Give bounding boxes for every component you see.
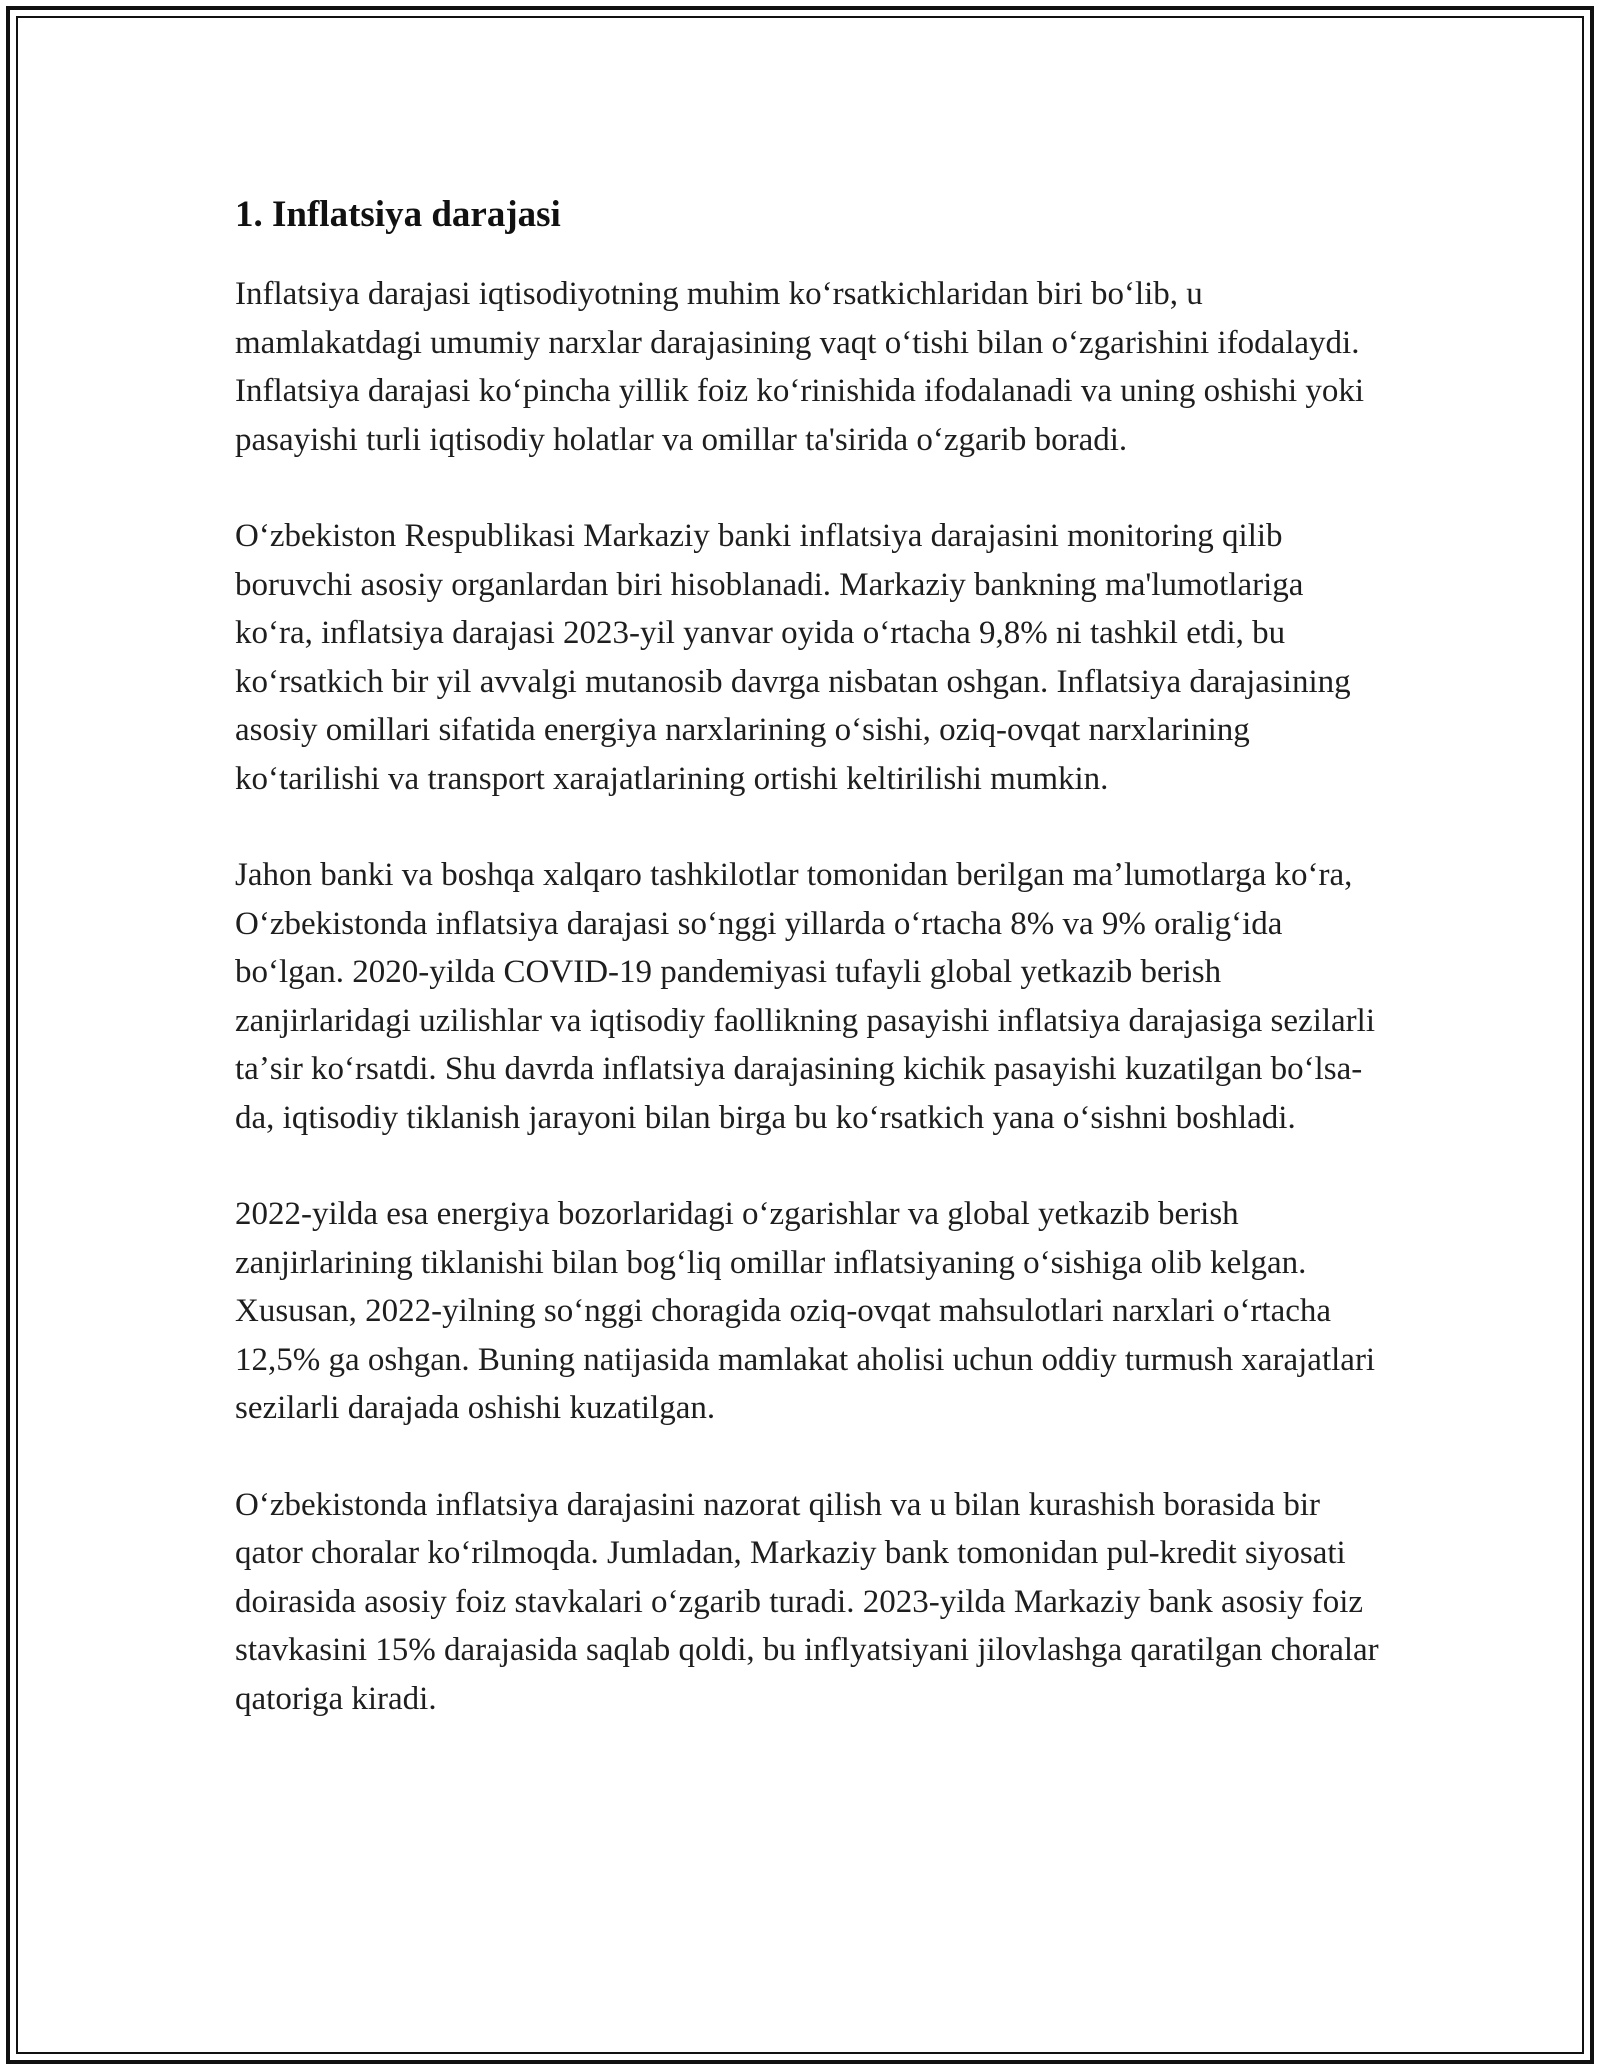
paragraph-1: Inflatsiya darajasi iqtisodiyotning muhim koʻrsatkichlaridan biri boʻlib, u mamlakatdagi umumiy narxlar darajasining vaqt oʻtishi bilan oʻzgarishini ifodalaydi. Inflatsiya darajasi koʻpincha yillik foiz koʻrinishida ifodalanadi va uning oshishi yoki pasayishi turli iqtisodiy holatlar va omillar ta'sirida oʻzgarib boradi. [235, 276, 1365, 458]
paragraph-5: Oʻzbekistonda inflatsiya darajasini nazorat qilish va u bilan kurashish borasida bir qator choralar koʻrilmoqda. Jumladan, Markaziy bank tomonidan pul-kredit siyosati doirasida asosiy foiz stavkalari oʻzgarib turadi. 2023-yilda Markaziy bank asosiy foiz stavkasini 15% darajasida saqlab qoldi, bu inflyatsiyani jilovlashga qaratilgan choralar qatoriga kiradi. [235, 1486, 1379, 1717]
section-heading: 1. Inflatsiya darajasi [235, 194, 561, 235]
paragraph-4: 2022-yilda esa energiya bozorlaridagi oʻzgarishlar va global yetkazib berish zanjirlarining tiklanishi bilan bogʻliq omillar inflatsiyaning oʻsishiga olib kelgan. Xususan, 2022-yilning soʻnggi choragida oziq-ovqat mahsulotlari narxlari oʻrtacha 12,5% ga oshgan. Buning natijasida mamlakat aholisi uchun oddiy turmush xarajatlari sezilarli darajada oshishi kuzatilgan. [235, 1196, 1376, 1426]
document-body [235, 188, 1385, 1771]
paragraph-2: Oʻzbekiston Respublikasi Markaziy banki inflatsiya darajasini monitoring qilib boruvchi asosiy organlardan biri hisoblanadi. Markaziy bankning ma'lumotlariga koʻra, inflatsiya darajasi 2023-yil yanvar oyida oʻrtacha 9,8% ni tashkil etdi, bu koʻrsatkich bir yil avvalgi mutanosib davrga nisbatan oshgan. Inflatsiya darajasining asosiy omillari sifatida energiya narxlarining oʻsishi, oziq-ovqat narxlarining koʻtarilishi va transport xarajatlarining ortishi keltirilishi mumkin. [235, 518, 1351, 797]
paragraph-3: Jahon banki va boshqa xalqaro tashkilotlar tomonidan berilgan maʼlumotlarga koʻra, Oʻzbekistonda inflatsiya darajasi soʻnggi yillarda oʻrtacha 8% va 9% oraligʻida boʻlgan. 2020-yilda COVID-19 pandemiyasi tufayli global yetkazib berish zanjirlaridagi uzilishlar va iqtisodiy faollikning pasayishi inflatsiya darajasiga sezilarli taʼsir koʻrsatdi. Shu davrda inflatsiya darajasining kichik pasayishi kuzatilgan boʻlsa-da, iqtisodiy tiklanish jarayoni bilan birga bu koʻrsatkich yana oʻsishni boshladi. [235, 857, 1375, 1136]
